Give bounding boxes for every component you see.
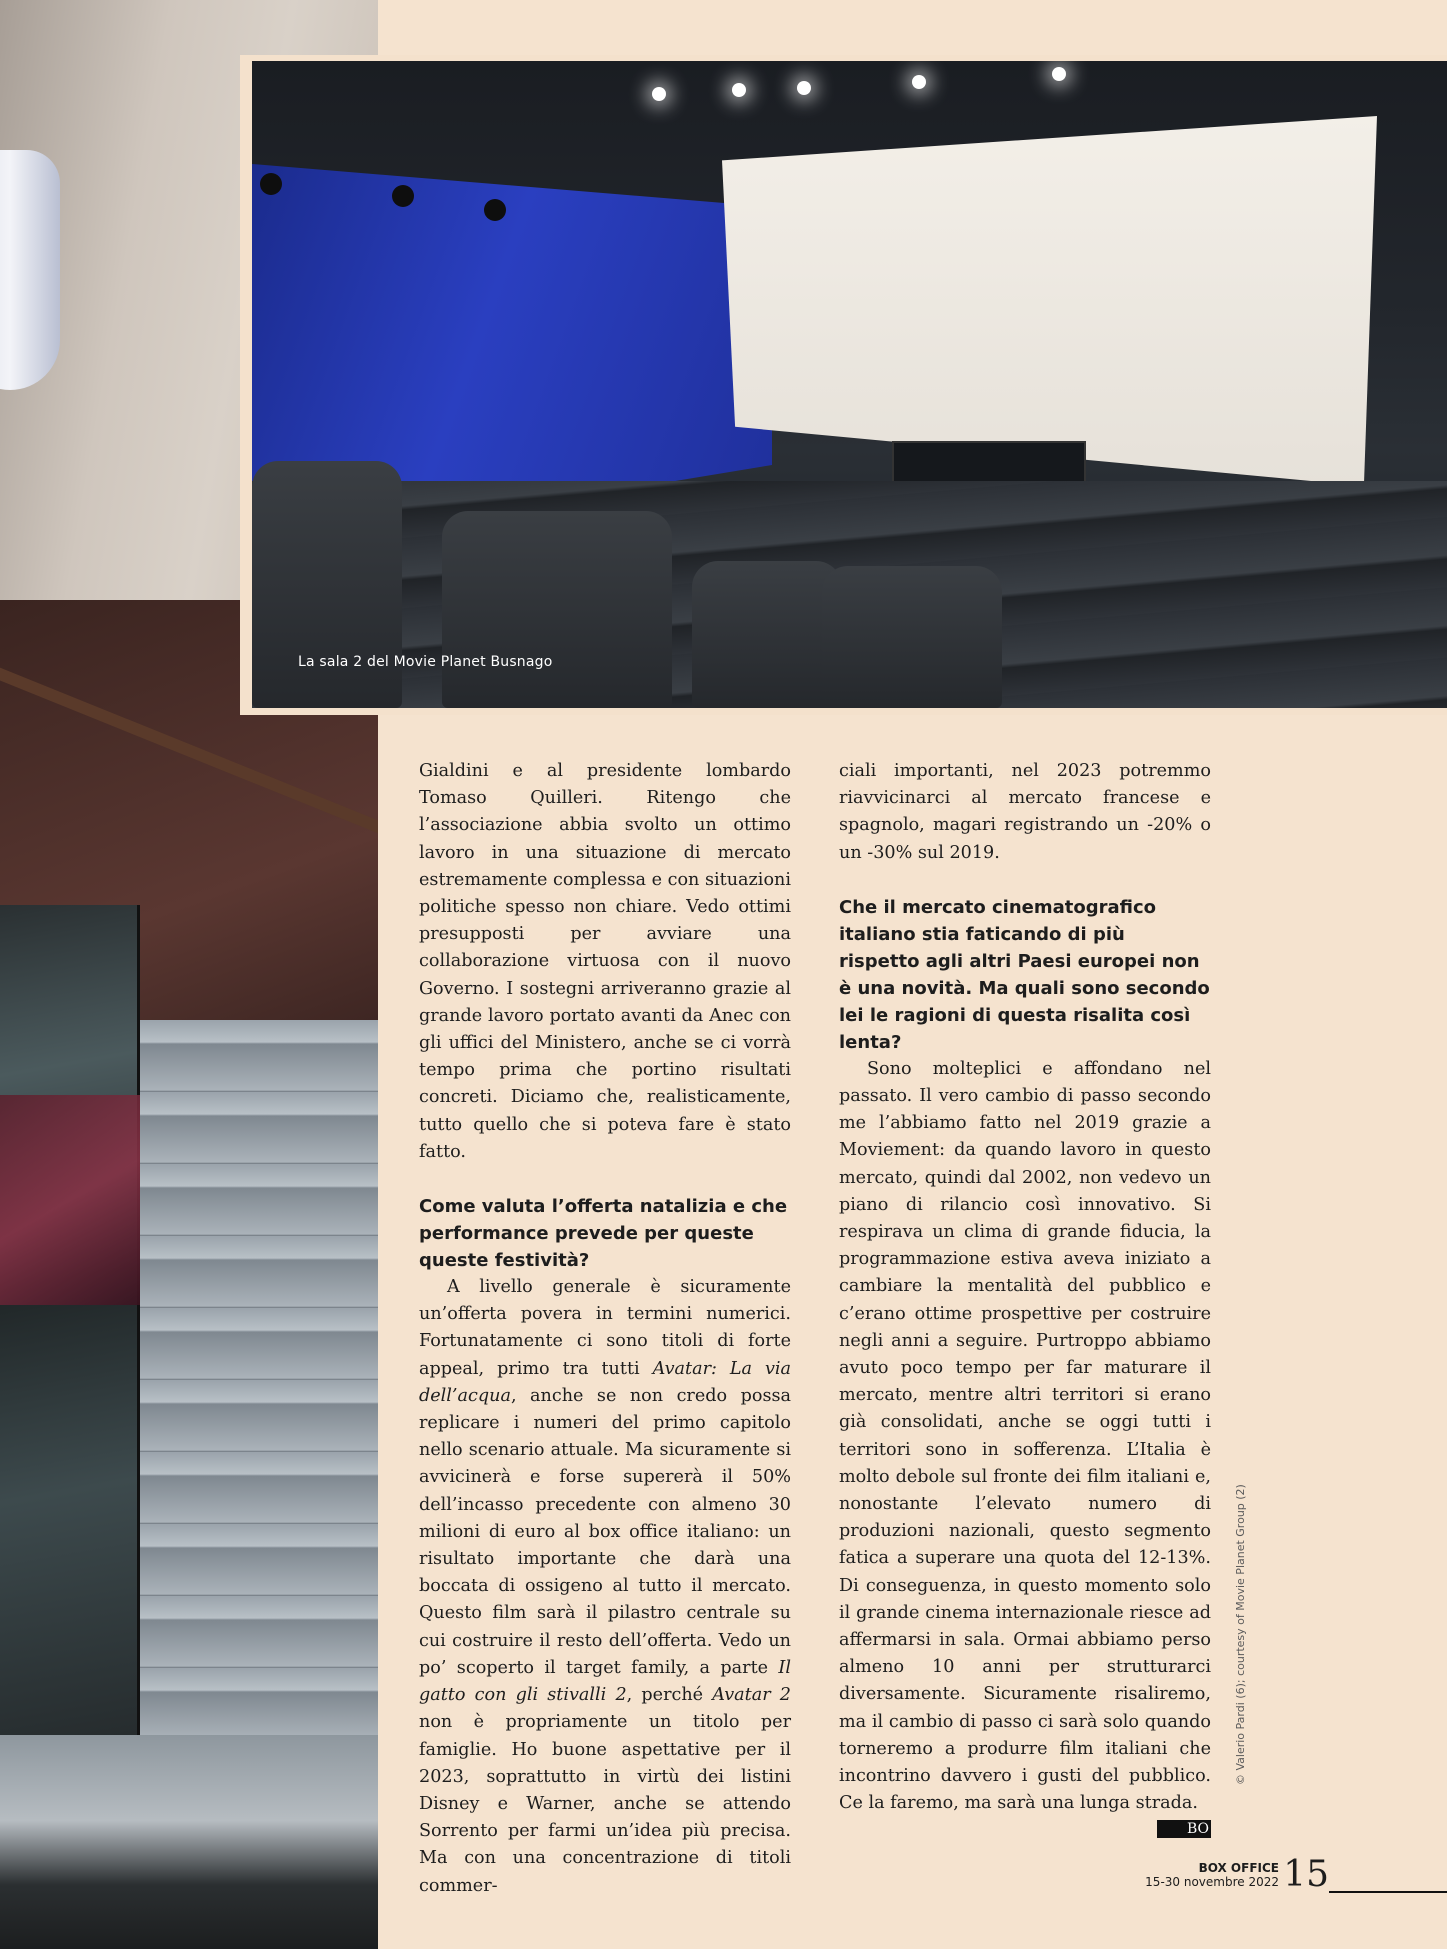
photo-lamp bbox=[0, 150, 60, 390]
cinema-hall-photo bbox=[252, 61, 1447, 708]
film-title: Avatar: La via dell’acqua bbox=[419, 1358, 792, 1406]
paragraph: A livello generale è sicuramente un’offerta povera in termini numerici. Fortunatamente ci sono titoli di forte appeal, primo tra tutti Avatar: La via dell’acqua, anche se non credo possa replicare i numeri del primo capitolo nello scenario attuale. Ma sicuramente si avvicinerà e forse supererà il 50% dell’incasso precedente con almeno 30 milioni di euro al box office italiano: un risultato importante che darà una boccata di ossigeno al tutto il mercato. Questo film sarà il pilastro centrale su cui costruire il resto dell’offerta. Vedo un po’ scoperto il target family, a parte Il gatto con gli stivalli 2, perché Avatar 2 non è propriamente un titolo per famiglie. Ho buone aspettative per il 2023, soprattutto in virtù dei listini Disney e Warner, anche se attendo Sorrento per farmi un’idea più precisa. Ma con una concentrazione di titoli commer- bbox=[419, 1277, 792, 1896]
photo-wall-speaker bbox=[260, 173, 282, 195]
page-number: 15 bbox=[1283, 1854, 1329, 1895]
photo-ceiling-light bbox=[652, 87, 666, 101]
interview-question: Come valuta l’offerta natalizia e che performance prevede per queste queste festività? bbox=[419, 1196, 788, 1272]
film-title: Avatar 2 bbox=[712, 1685, 791, 1706]
photo-caption: La sala 2 del Movie Planet Busnago bbox=[298, 654, 553, 670]
film-title: Il gatto con gli stivalli 2 bbox=[419, 1657, 791, 1706]
photo-wall-speaker bbox=[392, 185, 414, 207]
photo-stairs bbox=[132, 1020, 378, 1800]
photo-ceiling-light bbox=[797, 81, 811, 95]
magazine-name: BOX OFFICE bbox=[1198, 1861, 1279, 1875]
photo-ceiling-light bbox=[912, 75, 926, 89]
photo-seat bbox=[252, 461, 402, 708]
photo-ceiling-light bbox=[1052, 67, 1066, 81]
cinema-hall-photo-frame bbox=[240, 55, 1447, 715]
photo-seat bbox=[442, 511, 672, 708]
photo-ceiling-light bbox=[732, 83, 746, 97]
paragraph: ciali importanti, nel 2023 potremmo riavvicinarci al mercato francese e spagnolo, magari registrando un -20% o un -30% sul 2019. bbox=[839, 761, 1211, 863]
photo-wall-speaker bbox=[484, 199, 506, 221]
paragraph: Gialdini e al presidente lombardo Tomaso Quilleri. Ritengo che l’associazione abbia svolto un ottimo lavoro in una situazione di mercato estremamente complessa e con situazioni politiche spesso non chiare. Vedo ottimi presupposti per avviare una collaborazione virtuosa con il nuovo Governo. I sostegni arriveranno grazie al grande lavoro portato avanti da Anec con gli uffici del Ministero, anche se ci vorrà tempo prima che portino risultati concreti. Diciamo che, realisticamente, tutto quello che si poteva fare è stato fatto. bbox=[419, 761, 791, 1162]
photo-floor bbox=[0, 1735, 378, 1949]
paragraph: Sono molteplici e affondano nel passato. Il vero cambio di passo secondo me l’abbiamo fatto nel 2019 grazie a Moviement: da quando lavoro in questo mercato, quindi dal 2002, non vedevo un piano di rilancio così innovativo. Si respirava un clima di grande fiducia, la programmazione estiva aveva iniziato a cambiare la mentalità del pubblico e c’erano ottime prospettive per costruire negli anni a seguire. Purtroppo abbiamo avuto poco tempo per far maturare il mercato, mentre altri territori si erano già consolidati, anche se oggi tutti i territori sono in sofferenza. L’Italia è molto debole sul fronte dei film italiani e, nonostante l’elevato numero di produzioni nazionali, questo segmento fatica a superare una quota del 12-13%. Di conseguenza, in questo momento solo il grande cinema internazionale riesce ad affermarsi in sala. Ormai abbiamo perso almeno 10 anni per strutturarci diversamente. Sicuramente risaliremo, ma il cambio di passo ci sarà solo quando torneremo a produrre film italiani che incontrino davvero i gusti del pubblico. Ce la faremo, ma sarà una lunga strada. BO bbox=[839, 1058, 1211, 1837]
text-column-right bbox=[839, 758, 1211, 1838]
photo-seat bbox=[692, 561, 842, 708]
photo-cinema-screen bbox=[722, 116, 1377, 486]
interview-question: Che il mercato cinematografico italiano stia faticando di più rispetto agli altri Paesi europei non è una novità. Ma quali sono secondo lei le ragioni di questa risalita così lenta? bbox=[839, 896, 1210, 1053]
photo-marble-block bbox=[0, 905, 140, 1735]
end-of-article-mark: BO bbox=[1157, 1820, 1211, 1838]
text-column-left bbox=[419, 758, 791, 1900]
footer-rule bbox=[1329, 1891, 1447, 1893]
page-footer bbox=[1047, 1855, 1447, 1899]
footer-magazine-info bbox=[1145, 1861, 1279, 1889]
issue-date: 15-30 novembre 2022 bbox=[1145, 1875, 1279, 1889]
photo-credit: © Valerio Pardi (6); courtesy of Movie Planet Group (2) bbox=[1234, 1484, 1247, 1785]
photo-seat bbox=[822, 566, 1002, 708]
